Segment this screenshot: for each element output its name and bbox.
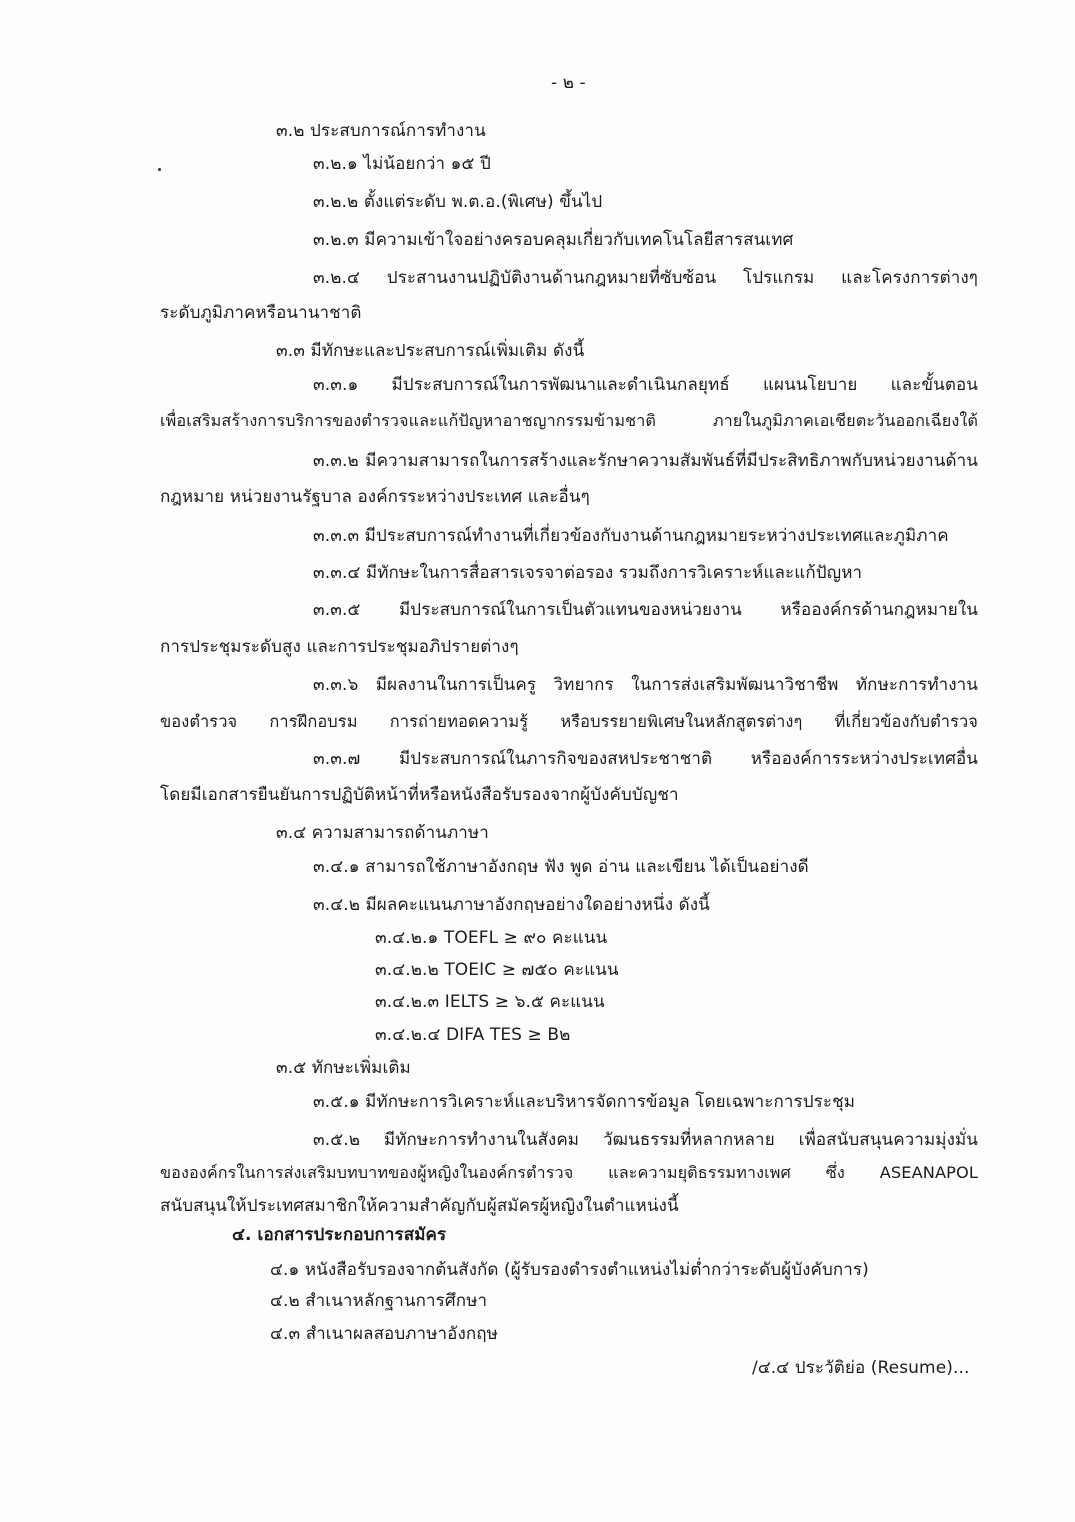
item-3-2-3: ๓.๒.๓ มีความเข้าใจอย่างครอบคลุมเกี่ยวกับเทคโนโลยีสารสนเทศ [313, 230, 794, 250]
item-3-3-1-cont: เพื่อเสริมสร้างการบริการของตำรวจและแก้ปัญหาอาชญากรรมข้ามชาติ ภายในภูมิภาคเอเชียตะวันออกเฉียงใต้ [160, 411, 978, 430]
heading-4: ๔. เอกสารประกอบการสมัคร [232, 1225, 447, 1245]
item-4-1: ๔.๑ หนังสือรับรองจากต้นสังกัด (ผู้รับรองดำรงตำแหน่งไม่ต่ำกว่าระดับผู้บังคับการ) [270, 1260, 869, 1280]
item-4-3: ๔.๓ สำเนาผลสอบภาษาอังกฤษ [270, 1324, 498, 1344]
stray-mark [158, 168, 161, 171]
item-3-4-2-1: ๓.๔.๒.๑ TOEFL ≥ ๙๐ คะแนน [375, 928, 608, 948]
item-3-4-1: ๓.๔.๑ สามารถใช้ภาษาอังกฤษ ฟัง พูด อ่าน และเขียน ได้เป็นอย่างดี [313, 857, 809, 877]
item-3-3-5: ๓.๓.๕ มีประสบการณ์ในการเป็นตัวแทนของหน่วยงาน หรือองค์กรด้านกฎหมายใน [313, 600, 978, 620]
heading-3-4: ๓.๔ ความสามารถด้านภาษา [276, 823, 489, 843]
item-4-2: ๔.๒ สำเนาหลักฐานการศึกษา [270, 1291, 488, 1311]
item-3-5-2: ๓.๕.๒ มีทักษะการทำงานในสังคม วัฒนธรรมที่หลากหลาย เพื่อสนับสนุนความมุ่งมั่น [313, 1130, 978, 1150]
item-3-3-5-cont: การประชุมระดับสูง และการประชุมอภิปรายต่างๆ [160, 637, 519, 657]
item-3-3-3: ๓.๓.๓ มีประสบการณ์ทำงานที่เกี่ยวข้องกับงานด้านกฎหมายระหว่างประเทศและภูมิภาค [313, 526, 949, 546]
item-3-3-1: ๓.๓.๑ มีประสบการณ์ในการพัฒนาและดำเนินกลยุทธ์ แผนนโยบาย และขั้นตอน [313, 375, 978, 395]
item-3-3-2: ๓.๓.๒ มีความสามารถในการสร้างและรักษาความสัมพันธ์ที่มีประสิทธิภาพกับหน่วยงานด้าน [313, 451, 978, 471]
item-3-4-2-4: ๓.๔.๒.๔ DIFA TES ≥ B๒ [375, 1025, 571, 1045]
item-3-4-2-2: ๓.๔.๒.๒ TOEIC ≥ ๗๕๐ คะแนน [375, 960, 619, 980]
item-3-2-2: ๓.๒.๒ ตั้งแต่ระดับ พ.ต.อ.(พิเศษ) ขึ้นไป [313, 192, 603, 212]
item-3-3-4: ๓.๓.๔ มีทักษะในการสื่อสารเจรจาต่อรอง รวมถึงการวิเคราะห์และแก้ปัญหา [313, 563, 863, 583]
item-3-3-6: ๓.๓.๖ มีผลงานในการเป็นครู วิทยากร ในการส่งเสริมพัฒนาวิชาชีพ ทักษะการทำงาน [313, 675, 978, 695]
page-number: - ๒ - [551, 73, 586, 93]
heading-3-2: ๓.๒ ประสบการณ์การทำงาน [276, 121, 486, 141]
item-3-3-7-cont: โดยมีเอกสารยืนยันการปฏิบัติหน้าที่หรือหนังสือรับรองจากผู้บังคับบัญชา [160, 785, 679, 805]
item-3-2-1: ๓.๒.๑ ไม่น้อยกว่า ๑๕ ปี [313, 154, 491, 174]
heading-3-5: ๓.๕ ทักษะเพิ่มเติม [276, 1058, 411, 1078]
item-3-2-4-cont: ระดับภูมิภาคหรือนานาชาติ [160, 303, 362, 323]
item-3-5-1: ๓.๕.๑ มีทักษะการวิเคราะห์และบริหารจัดการข้อมูล โดยเฉพาะการประชุม [313, 1092, 856, 1112]
item-3-2-4: ๓.๒.๔ ประสานงานปฏิบัติงานด้านกฎหมายที่ซับซ้อน โปรแกรม และโครงการต่างๆ [313, 268, 978, 288]
item-3-4-2: ๓.๔.๒ มีผลคะแนนภาษาอังกฤษอย่างใดอย่างหนึ่ง ดังนี้ [313, 895, 710, 915]
heading-3-3: ๓.๓ มีทักษะและประสบการณ์เพิ่มเติม ดังนี้ [276, 341, 585, 361]
item-3-3-7: ๓.๓.๗ มีประสบการณ์ในภารกิจของสหประชาชาติ หรือองค์การระหว่างประเทศอื่น [313, 749, 978, 769]
item-3-3-2-cont: กฎหมาย หน่วยงานรัฐบาล องค์กรระหว่างประเทศ และอื่นๆ [160, 487, 590, 507]
item-3-3-6-cont: ของตำรวจ การฝึกอบรม การถ่ายทอดความรู้ หรือบรรยายพิเศษในหลักสูตรต่างๆ ที่เกี่ยวข้องกับตำรวจ [160, 712, 978, 731]
item-3-5-2-cont2: สนับสนุนให้ประเทศสมาชิกให้ความสำคัญกับผู้สมัครผู้หญิงในตำแหน่งนี้ [160, 1196, 679, 1216]
continuation-note: /๔.๔ ประวัติย่อ (Resume)... [752, 1358, 970, 1378]
item-3-4-2-3: ๓.๔.๒.๓ IELTS ≥ ๖.๕ คะแนน [375, 992, 605, 1012]
item-3-5-2-cont: ขององค์กรในการส่งเสริมบทบาทของผู้หญิงในองค์กรตำรวจ และความยุติธรรมทางเพศ ซึ่ง ASEANAPOL [160, 1163, 978, 1182]
